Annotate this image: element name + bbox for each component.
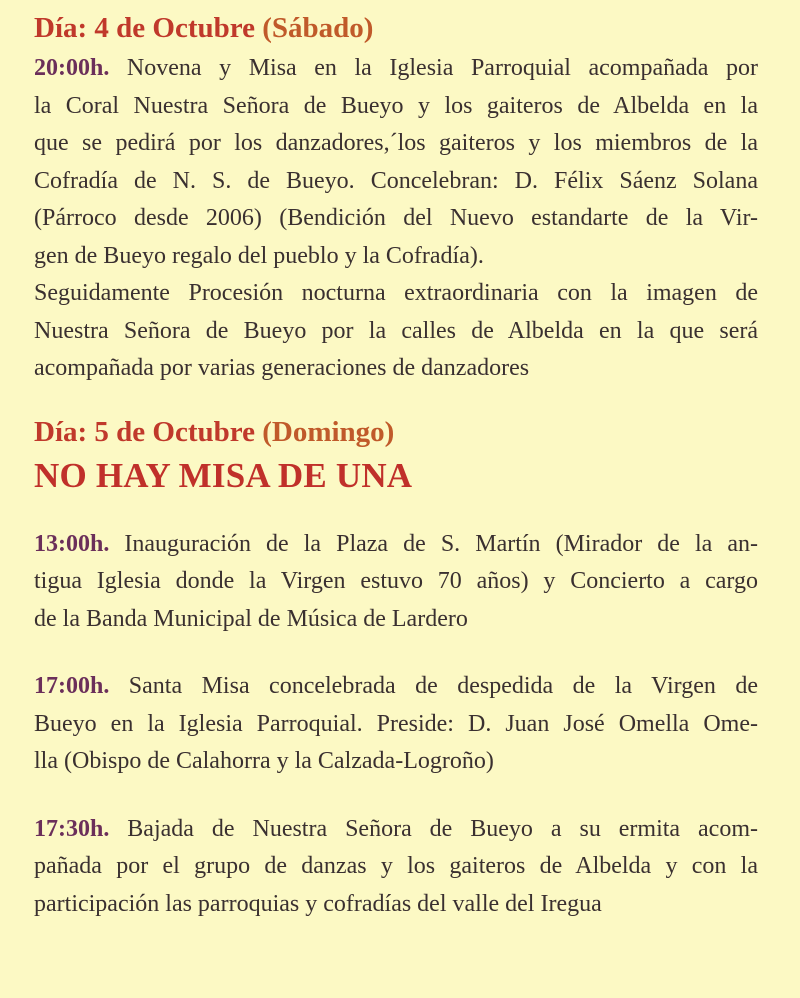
day-heading-sunday-weekday: (Domingo): [262, 415, 395, 448]
day-heading-saturday-weekday: (Sábado): [262, 12, 374, 44]
event-text-line: la Coral Nuestra Señora de Bueyo y los gaiteros de Albelda en la: [34, 92, 758, 119]
event-text-line: Inauguración de la Plaza de S. Martín (Mirador de la an-: [109, 530, 758, 557]
event-text-line: Cofradía de N. S. de Bueyo. Concelebran: D. Félix Sáenz Solana: [34, 167, 758, 194]
event-text-line: Bajada de Nuestra Señora de Bueyo a su ermita acom-: [109, 815, 758, 842]
event-sunday-1300: [34, 526, 758, 639]
event-sunday-1730: [34, 811, 758, 924]
event-text-line: gen de Bueyo regalo del pueblo y la Cofradía).: [34, 242, 484, 269]
day-heading-saturday-date: Día: 4 de Octubre: [34, 12, 255, 44]
event-text-line: tigua Iglesia donde la Virgen estuvo 70 años) y Concierto a cargo: [34, 568, 758, 594]
day-heading-sunday-date: Día: 5 de Octubre: [34, 415, 255, 448]
event-text-line: Santa Misa concelebrada de despedida de la Virgen de: [109, 673, 758, 699]
event-text-line: participación las parroquias y cofradías del valle del Iregua: [34, 890, 602, 917]
event-text-line: Nuestra Señora de Bueyo por la calles de Albelda en la que será: [34, 317, 758, 344]
event-text-line: pañada por el grupo de danzas y los gaiteros de Albelda y con la: [34, 853, 758, 879]
event-time: 17:30h.: [34, 815, 110, 842]
program-page: [34, 10, 758, 923]
event-saturday-2000: [34, 50, 758, 388]
event-time: 13:00h.: [34, 530, 110, 557]
event-text-line: lla (Obispo de Calahorra y la Calzada-Logroño): [34, 748, 494, 774]
event-text-line: de la Banda Municipal de Música de Lardero: [34, 605, 468, 632]
event-text-line: Seguidamente Procesión nocturna extraordinaria con la imagen de: [34, 280, 758, 306]
event-text-line: Novena y Misa en la Iglesia Parroquial acompañada por: [109, 55, 758, 81]
event-text-line: acompañada por varias generaciones de danzadores: [34, 355, 530, 381]
day-heading-saturday: [34, 10, 758, 46]
event-text-line: (Párroco desde 2006) (Bendición del Nuevo estandarte de la Vir-: [34, 205, 758, 231]
event-text-line: Bueyo en la Iglesia Parroquial. Preside: D. Juan José Omella Ome-: [34, 710, 758, 737]
event-text-line: que se pedirá por los danzadores,´los gaiteros y los miembros de la: [34, 130, 758, 156]
no-mass-notice: NO HAY MISA DE UNA: [34, 455, 413, 495]
event-time: 20:00h.: [34, 55, 110, 81]
event-time: 17:00h.: [34, 673, 110, 699]
day-heading-sunday: [34, 414, 758, 450]
event-sunday-1700: [34, 668, 758, 781]
